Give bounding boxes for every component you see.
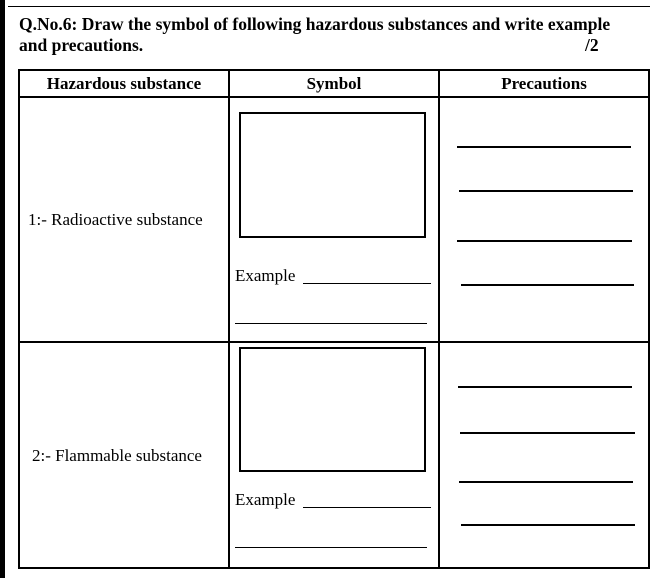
column-divider-2: [438, 69, 440, 568]
symbol-drawing-box-flammable[interactable]: [239, 347, 426, 472]
column-divider-1: [228, 69, 230, 568]
example-blank-2-radioactive[interactable]: [235, 323, 427, 324]
precaution-line-flammable-3[interactable]: [459, 481, 633, 483]
example-label-flammable: Example: [235, 490, 296, 509]
table-border-right: [648, 69, 650, 568]
page-left-border: [0, 0, 5, 578]
page-top-rule: [8, 6, 650, 7]
header-precautions: Precautions: [501, 74, 587, 93]
precaution-line-flammable-1[interactable]: [458, 386, 632, 388]
header-symbol: Symbol: [306, 74, 362, 93]
table-border-bottom: [18, 567, 650, 569]
header-hazardous-substance: Hazardous substance: [46, 74, 202, 93]
example-blank-radioactive[interactable]: [303, 283, 431, 284]
example-label-radioactive: Example: [235, 266, 296, 285]
precaution-line-radioactive-4[interactable]: [461, 284, 634, 286]
substance-radioactive: 1:- Radioactive substance: [28, 210, 203, 229]
row-divider: [18, 341, 650, 343]
precaution-line-flammable-4[interactable]: [461, 524, 635, 526]
precaution-line-radioactive-2[interactable]: [459, 190, 633, 192]
precaution-line-flammable-2[interactable]: [460, 432, 635, 434]
symbol-drawing-box-radioactive[interactable]: [239, 112, 426, 238]
question-text: Q.No.6: Draw the symbol of following hazardous substances and write example and precautions.: [19, 14, 611, 55]
precaution-line-radioactive-1[interactable]: [457, 146, 631, 148]
precaution-line-radioactive-3[interactable]: [457, 240, 632, 242]
example-blank-2-flammable[interactable]: [235, 547, 427, 548]
marks-label: /2: [585, 35, 599, 55]
substance-flammable: 2:- Flammable substance: [32, 446, 202, 465]
example-blank-flammable[interactable]: [303, 507, 431, 508]
table-border-left: [18, 69, 20, 568]
